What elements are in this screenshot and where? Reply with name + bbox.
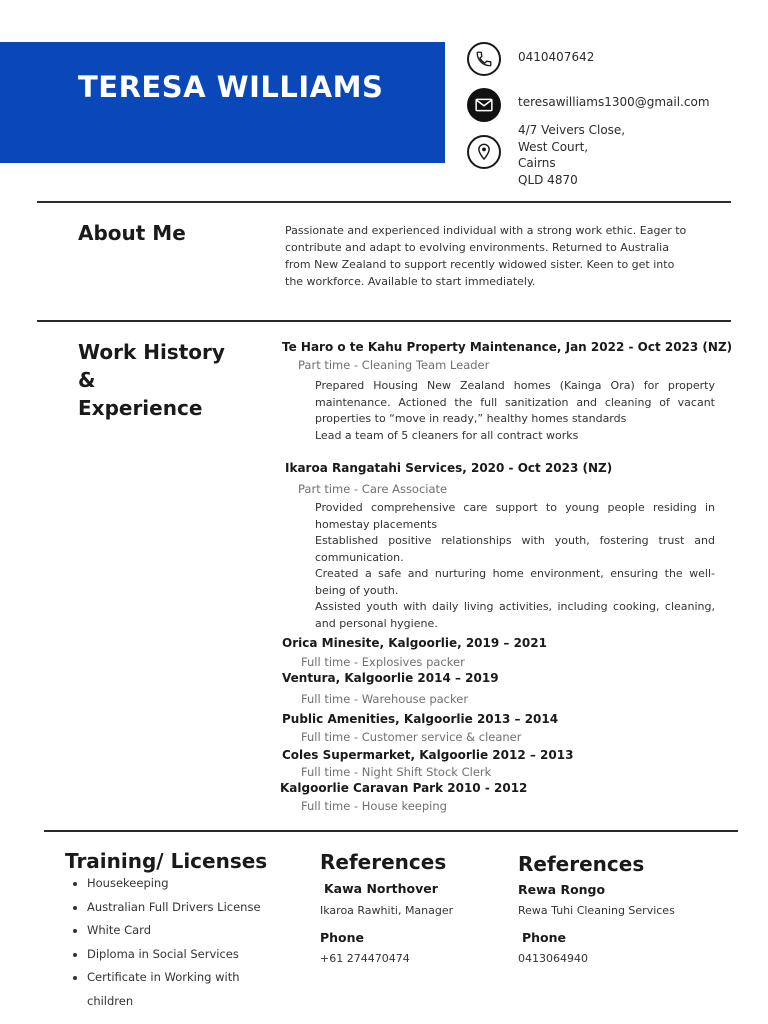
list-item: • Certificate in Working with children	[87, 966, 275, 1013]
reference-phone-label: Phone	[522, 930, 567, 945]
job-duties	[315, 378, 715, 444]
job-title: Kalgoorlie Caravan Park 2010 - 2012	[280, 781, 528, 795]
job-role: Part time - Cleaning Team Leader	[298, 358, 490, 372]
reference-phone: +61 274470474	[320, 952, 410, 965]
list-item: • Housekeeping	[87, 872, 275, 896]
email-icon	[467, 88, 501, 122]
job-title: Public Amenities, Kalgoorlie 2013 – 2014	[282, 712, 559, 726]
address-line: QLD 4870	[518, 172, 578, 187]
job-duties	[315, 500, 715, 632]
training-list	[65, 872, 275, 1013]
job-role: Part time - Care Associate	[298, 482, 448, 496]
divider	[37, 320, 731, 322]
address	[518, 122, 625, 188]
list-item: • White Card	[87, 919, 275, 943]
job-duty: Lead a team of 5 cleaners for all contract works	[315, 428, 579, 442]
job-role: Full time - Customer service & cleaner	[301, 730, 522, 744]
list-item: • Diploma in Social Services	[87, 943, 275, 967]
job-title: Ventura, Kalgoorlie 2014 – 2019	[282, 671, 499, 685]
references-heading: References	[518, 852, 645, 876]
location-icon	[467, 135, 501, 169]
job-duty: Provided comprehensive care support to young people residing in homestay placements	[315, 501, 715, 531]
reference-phone: 0413064940	[518, 952, 588, 965]
work-heading-line: Experience	[78, 396, 203, 420]
references-heading: References	[320, 850, 447, 874]
about-text: Passionate and experienced individual with a strong work ethic. Eager to contribute and adapt to evolving environments. Returned to Australia from New Zealand to support recently widowed sister. Keen to get into the workforce. Available to start immediately.	[285, 224, 687, 288]
job-duty: Established positive relationships with youth, fostering trust and communication.	[315, 534, 715, 564]
job-title: Coles Supermarket, Kalgoorlie 2012 – 2013	[282, 748, 574, 762]
about-heading: About Me	[78, 221, 186, 245]
phone-number: 0410407642	[518, 50, 595, 64]
work-heading-line: Work History	[78, 340, 225, 364]
work-heading	[78, 338, 225, 422]
divider	[37, 201, 731, 203]
job-title: Ikaroa Rangatahi Services, 2020 - Oct 2023 (NZ)	[285, 461, 613, 475]
divider	[44, 830, 738, 832]
work-heading-line: &	[78, 368, 96, 392]
reference-org: Rewa Tuhi Cleaning Services	[518, 904, 675, 917]
job-duty: Prepared Housing New Zealand homes (Kainga Ora) for property maintenance. Actioned the full sanitization and cleaning of vacant properties to “move in ready,” healthy homes standards	[315, 379, 715, 425]
job-role: Full time - Night Shift Stock Clerk	[301, 765, 492, 779]
email-address[interactable]: teresawilliams1300@gmail.com	[518, 95, 710, 109]
job-duty: Assisted youth with daily living activities, including cooking, cleaning, and personal hygiene.	[315, 600, 715, 630]
reference-name: Rewa Rongo	[518, 882, 606, 897]
address-line: Cairns	[518, 156, 556, 170]
reference-org: Ikaroa Rawhiti, Manager	[320, 904, 454, 917]
address-line: West Court,	[518, 139, 589, 154]
address-line: 4/7 Veivers Close,	[518, 123, 626, 137]
phone-icon	[467, 42, 501, 76]
reference-name: Kawa Northover	[324, 881, 438, 896]
reference-phone-label: Phone	[320, 930, 365, 945]
job-duty: Created a safe and nurturing home environment, ensuring the well-being of youth.	[315, 567, 715, 597]
job-role: Full time - Warehouse packer	[301, 692, 469, 706]
job-title: Orica Minesite, Kalgoorlie, 2019 – 2021	[282, 636, 547, 650]
job-title: Te Haro o te Kahu Property Maintenance, Jan 2022 - Oct 2023 (NZ)	[282, 340, 733, 354]
job-role: Full time - House keeping	[301, 799, 447, 813]
training-heading: Training/ Licenses	[65, 849, 268, 873]
job-role: Full time - Explosives packer	[301, 655, 465, 669]
candidate-name: TERESA WILLIAMS	[78, 70, 384, 104]
list-item: • Australian Full Drivers License	[87, 896, 275, 920]
